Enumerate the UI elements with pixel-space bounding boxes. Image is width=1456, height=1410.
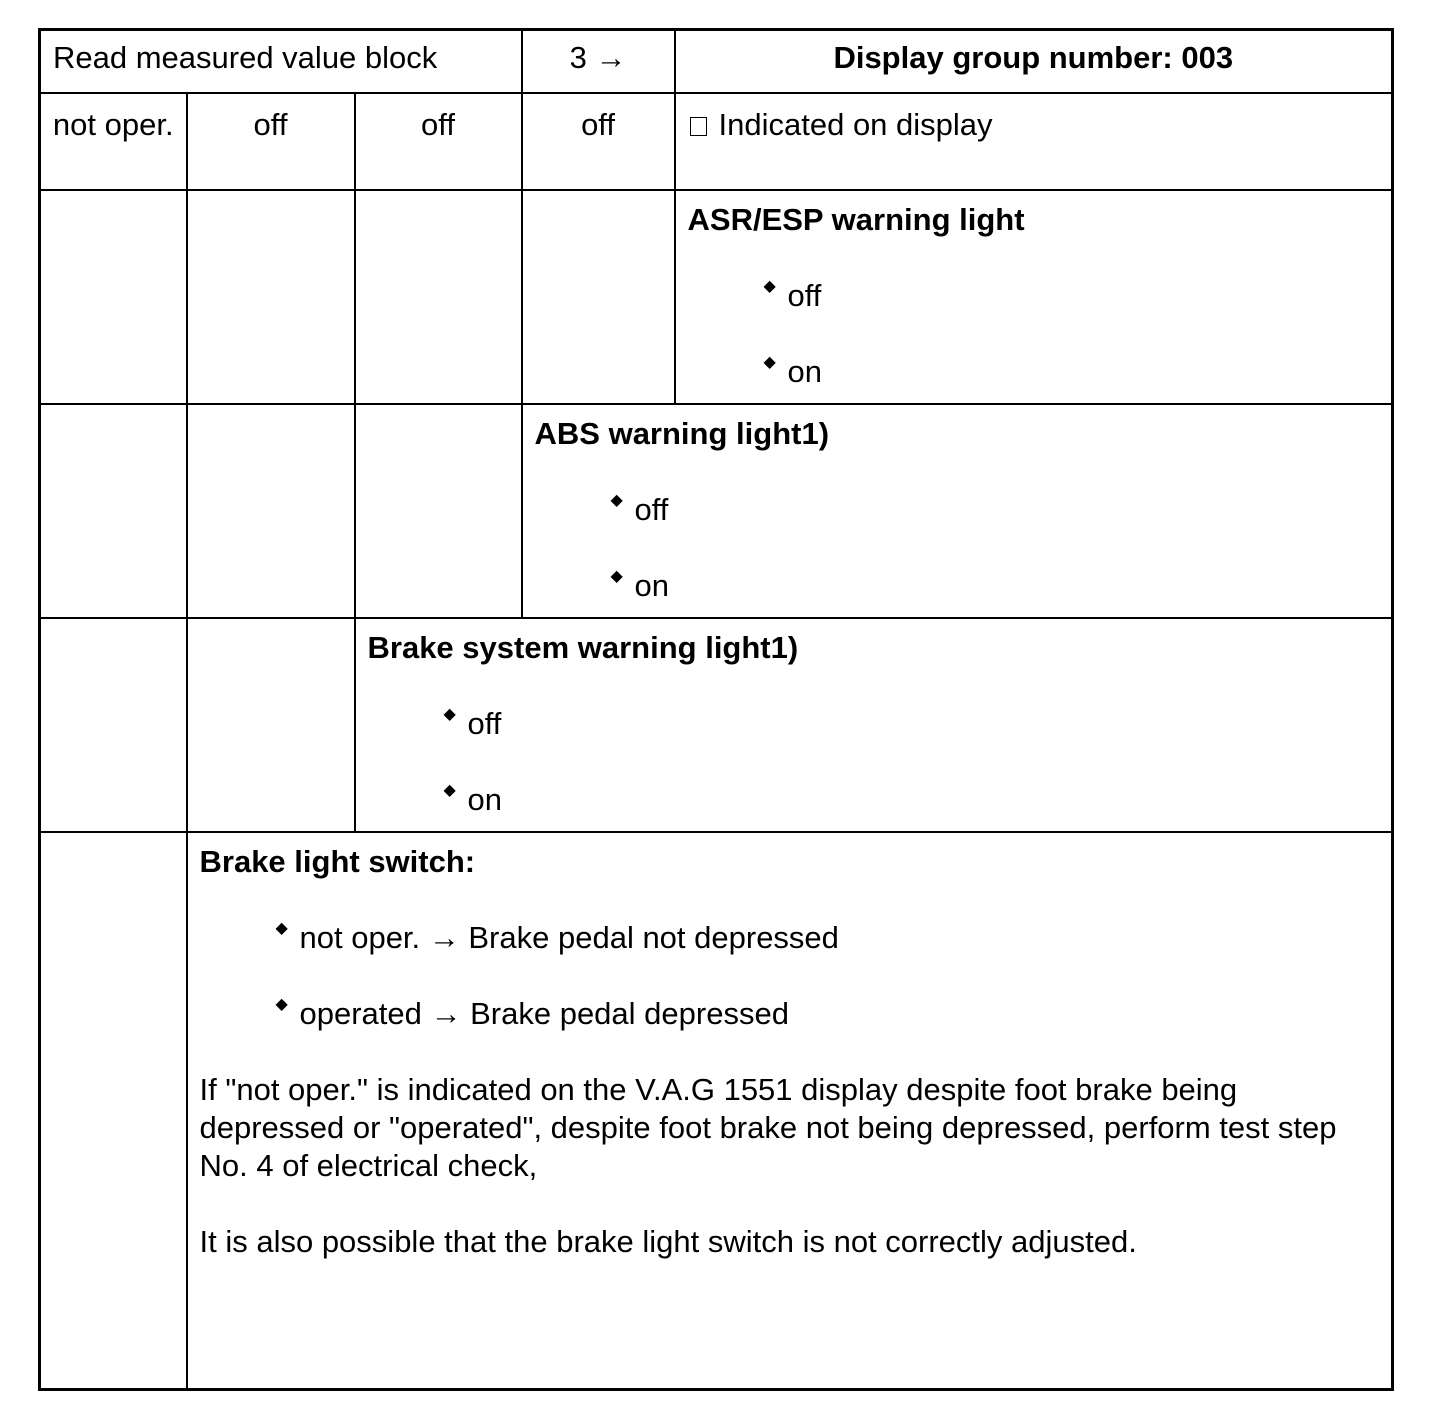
bullet-text: operated → Brake pedal depressed bbox=[299, 995, 789, 1031]
display-values-row bbox=[40, 93, 1393, 190]
asr-esp-title: ASR/ESP warning light bbox=[687, 201, 1025, 237]
bullet-item bbox=[611, 567, 1392, 605]
indicated-label: Indicated on display bbox=[718, 106, 993, 142]
brake-light-switch-note-2: It is also possible that the brake light switch is not correctly adjusted. bbox=[199, 1223, 1137, 1259]
display-value-2: off bbox=[187, 93, 355, 190]
bullet-item bbox=[444, 781, 1392, 819]
brake-light-switch-section bbox=[187, 832, 1393, 1390]
empty-cell bbox=[522, 190, 675, 404]
brake-system-title: Brake system warning light1) bbox=[367, 629, 799, 665]
bullet-text: on bbox=[787, 353, 822, 389]
display-group-title: Display group number: 003 bbox=[675, 30, 1393, 93]
diamond-bullet-icon: ◆ bbox=[763, 277, 776, 295]
empty-cell bbox=[40, 404, 187, 618]
empty-cell bbox=[355, 404, 522, 618]
block-label: Read measured value block bbox=[40, 30, 522, 93]
brake-light-switch-title: Brake light switch: bbox=[199, 843, 476, 879]
bullet-item bbox=[764, 353, 1392, 391]
empty-cell bbox=[187, 404, 355, 618]
diamond-bullet-icon: ◆ bbox=[443, 781, 456, 799]
diamond-bullet-icon: ◆ bbox=[275, 919, 288, 937]
bullet-text: off bbox=[467, 705, 502, 741]
empty-cell bbox=[40, 832, 187, 1390]
brake-system-section bbox=[355, 618, 1393, 832]
diamond-bullet-icon: ◆ bbox=[763, 353, 776, 371]
asr-esp-section bbox=[675, 190, 1393, 404]
display-value-1: not oper. bbox=[40, 93, 187, 190]
abs-title: ABS warning light1) bbox=[534, 415, 830, 451]
bullet-item bbox=[276, 919, 1392, 957]
brake-system-row bbox=[40, 618, 1393, 832]
bullet-item bbox=[444, 705, 1392, 743]
empty-cell bbox=[187, 190, 355, 404]
empty-cell bbox=[355, 190, 522, 404]
empty-cell bbox=[40, 618, 187, 832]
diamond-bullet-icon: ◆ bbox=[610, 491, 623, 509]
brake-light-switch-note: If "not oper." is indicated on the V.A.G 1551 display despite foot brake being depressed or "operated", despite foot brake not being depressed, perform test step No. 4 of electrical check, bbox=[199, 1071, 1337, 1183]
display-value-3: off bbox=[355, 93, 522, 190]
bullet-item bbox=[276, 995, 1392, 1033]
brake-light-switch-row bbox=[40, 832, 1393, 1390]
abs-section bbox=[522, 404, 1393, 618]
abs-row bbox=[40, 404, 1393, 618]
bullet-text: off bbox=[787, 277, 822, 313]
bullet-text: on bbox=[634, 567, 669, 603]
diamond-bullet-icon: ◆ bbox=[443, 705, 456, 723]
measured-value-table bbox=[38, 28, 1394, 1391]
empty-cell bbox=[40, 190, 187, 404]
bullet-text: not oper. → Brake pedal not depressed bbox=[299, 919, 839, 955]
diamond-bullet-icon: ◆ bbox=[275, 995, 288, 1013]
bullet-text: off bbox=[634, 491, 669, 527]
bullet-text: on bbox=[467, 781, 502, 817]
empty-cell bbox=[187, 618, 355, 832]
display-value-4: off bbox=[522, 93, 675, 190]
bullet-item bbox=[764, 277, 1392, 315]
asr-esp-row bbox=[40, 190, 1393, 404]
header-row bbox=[40, 30, 1393, 93]
indicated-on-display bbox=[675, 93, 1393, 190]
checkbox-icon bbox=[690, 117, 707, 136]
bullet-item bbox=[611, 491, 1392, 529]
block-number: 3 → bbox=[522, 30, 675, 93]
diamond-bullet-icon: ◆ bbox=[610, 567, 623, 585]
